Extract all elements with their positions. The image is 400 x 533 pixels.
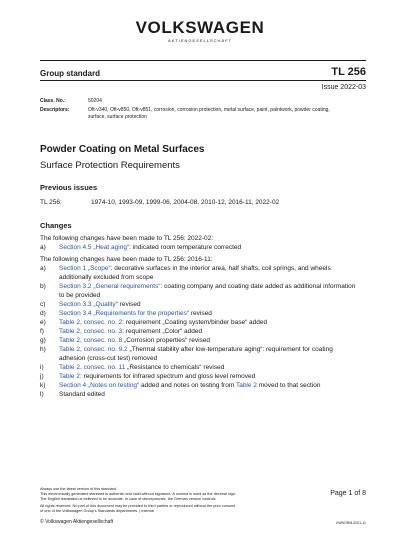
- document-title: Powder Coating on Metal Surfaces: [40, 144, 205, 155]
- brand-logo: VOLKSWAGEN: [135, 18, 265, 37]
- issue-date: Issue 2022-03: [321, 84, 366, 91]
- change-item-link[interactable]: Section 4 „Notes on testing“: [59, 382, 140, 389]
- divider-top: [40, 60, 366, 61]
- change-item-letter: b): [40, 283, 46, 290]
- change-item-letter: d): [40, 310, 46, 317]
- changes-heading: Changes: [40, 221, 72, 230]
- change-item-text: revised: [189, 310, 212, 317]
- change-item-text: : coating company and coating date added as additional information to be provided: [59, 283, 356, 299]
- change-item: [40, 327, 360, 336]
- form-id: VWNORM-2021-11: [335, 521, 366, 525]
- brand-subtitle: AKTIENGESELLSCHAFT: [167, 38, 232, 43]
- previous-issues-label: TL 256:: [40, 199, 62, 206]
- change-item-letter: h): [40, 346, 46, 353]
- change-item-text: „Corrosion properties“ revised: [122, 337, 211, 344]
- descriptors-value: Oft-v340, Oft-v850, Oft-v851, corrosion, corrosion protection, metal surface, paint, paintwork, powder coating, surface, surface protection: [88, 107, 330, 120]
- change-item-link[interactable]: Section 3.2 „General requirements“: [59, 283, 161, 290]
- change-item-letter: f): [40, 328, 44, 335]
- document-subtitle: Surface Protection Requirements: [40, 160, 180, 171]
- changes-body: [40, 234, 360, 399]
- page-number: Page 1 of 8: [330, 490, 366, 497]
- change-item: [40, 390, 360, 399]
- document-id: TL 256: [331, 66, 366, 78]
- change-item-link[interactable]: Section 3.4 „Requirements for the properties“: [59, 310, 190, 317]
- change-item-text: : requirements for infrared spectrum and gloss level removed: [79, 373, 256, 380]
- changes-list-2016: [40, 264, 360, 399]
- previous-issues-value: 1974-10, 1993-09, 1999-06, 2004-08, 2010-12, 2016-11, 2022-02: [91, 199, 280, 206]
- change-item-link[interactable]: Table 2, consec. no. 9.2: [59, 346, 128, 353]
- change-item: [40, 345, 360, 363]
- change-item-link[interactable]: Section 1 „Scope“: [59, 265, 111, 272]
- change-item-link[interactable]: Table 2, consec. no. 2: [59, 319, 123, 326]
- footer-notice: [40, 487, 270, 514]
- change-item: [40, 336, 360, 345]
- changes-list-2022: [40, 243, 360, 252]
- change-item: [40, 372, 360, 381]
- change-item-text: added and notes on testing from: [139, 382, 236, 389]
- change-item-link[interactable]: Table 2, consec. no. 8: [59, 337, 123, 344]
- changes-intro-2016: The following changes have been made to TL 256: 2016-11:: [40, 256, 213, 263]
- footer-notice-line: Always use the latest version of this standard.: [40, 487, 118, 491]
- previous-issues-heading: Previous issues: [40, 183, 98, 192]
- change-item: [40, 282, 360, 300]
- change-item-letter: e): [40, 319, 46, 326]
- change-item-link[interactable]: Table 2: [235, 382, 257, 389]
- change-item-text: : decorative surfaces in the interior area, half shafts, coil springs, and wheels additionally excluded from scope: [59, 265, 331, 281]
- change-item-text: : requirement „Color“ added: [122, 328, 203, 335]
- descriptors-label: Descriptors:: [40, 107, 70, 113]
- group-standard-label: Group standard: [40, 69, 101, 78]
- change-item-text: „Thermal stability after low-temperature aging“: requirement for coating adhesion (cross-cut test) removed: [59, 346, 333, 362]
- change-item: [40, 243, 360, 252]
- change-item-letter: l): [40, 391, 44, 398]
- change-item: [40, 300, 360, 309]
- change-item-letter: k): [40, 382, 46, 389]
- change-item-text: moved to that section: [256, 382, 321, 389]
- footer-notice-line: of one of the Volkswagen Group's Standards departments. | Internal: [40, 509, 154, 513]
- change-item-letter: i): [40, 364, 44, 371]
- change-item-letter: a): [40, 244, 46, 251]
- footer-notice-line: The English translation is believed to be accurate. In case of discrepancies, the German version controls.: [40, 497, 217, 501]
- change-item-letter: g): [40, 337, 46, 344]
- change-item: [40, 381, 360, 390]
- changes-intro-2022: The following changes have been made to TL 256: 2022-02:: [40, 235, 214, 242]
- change-item-link[interactable]: Table 2, consec. no. 3: [59, 328, 123, 335]
- change-item-letter: j): [40, 373, 44, 380]
- divider-header: [40, 80, 366, 81]
- footer-notice-line: This electronically generated standard is authentic and valid without signature. A comma is used as the decimal sign.: [40, 492, 236, 496]
- change-item: [40, 363, 360, 372]
- copyright: © Volkswagen Aktiengesellschaft: [40, 519, 114, 525]
- change-item: [40, 264, 360, 282]
- change-item-link[interactable]: Table 2, consec. no. 11: [59, 364, 126, 371]
- change-item: [40, 309, 360, 318]
- change-item-link[interactable]: Section 3.3 „Quality“: [59, 301, 118, 308]
- footer-notice-line: All rights reserved. No part of this document may be provided to third parties or reproduced without the prior consent: [40, 504, 236, 508]
- change-item-text: : requirement „Coating system/binder base“ added: [122, 319, 268, 326]
- change-item-letter: c): [40, 301, 46, 308]
- change-item-text: „Resistance to chemicals“ revised: [125, 364, 225, 371]
- change-item-link[interactable]: Table 2: [59, 373, 80, 380]
- change-item: [40, 318, 360, 327]
- change-item-text: Standard edited: [59, 391, 105, 398]
- change-item-text: revised: [117, 301, 141, 308]
- class-no-label: Class. No.:: [40, 98, 66, 104]
- change-item-text: : indicated room temperature corrected: [129, 244, 242, 251]
- change-item-link[interactable]: Section 4.5 „Heat aging“: [59, 244, 130, 251]
- class-no-value: 50204: [88, 98, 102, 104]
- change-item-letter: a): [40, 265, 46, 272]
